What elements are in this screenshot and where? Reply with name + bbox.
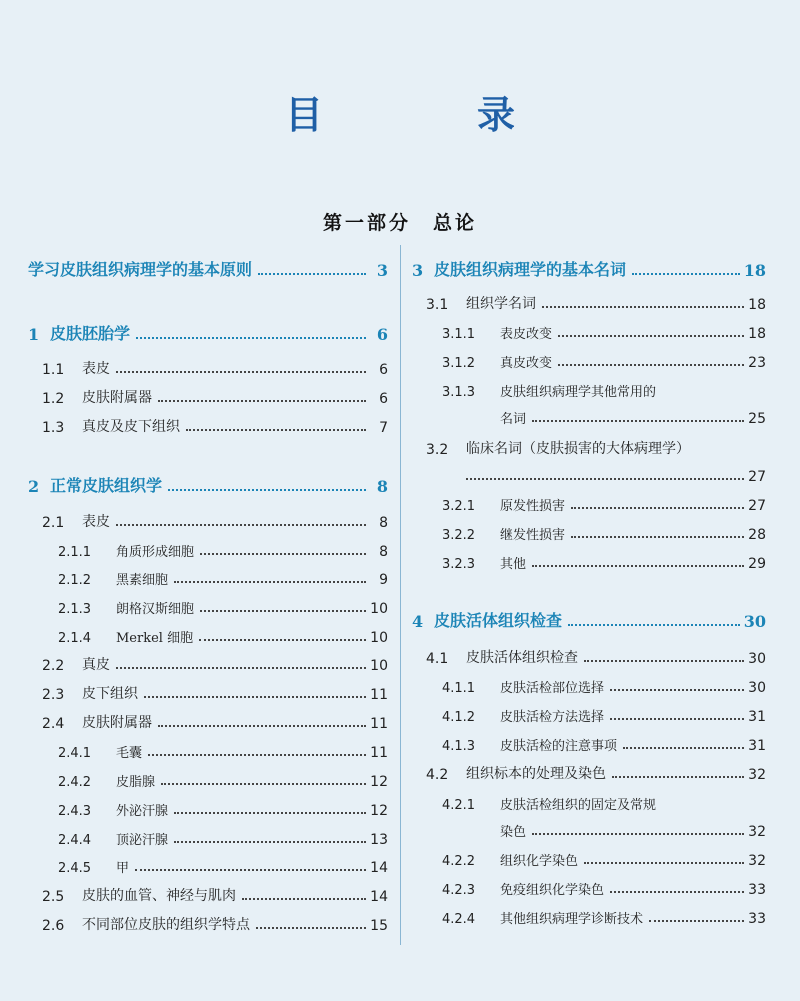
toc-entry-number: 2.3 [42, 687, 65, 703]
toc-entry-page: 33 [748, 882, 766, 898]
toc-entry-page: 6 [379, 391, 388, 407]
dot-leader [148, 754, 366, 756]
toc-entry[interactable] [412, 609, 766, 631]
toc-entry-number: 1 [28, 325, 40, 344]
toc-entry-page: 30 [748, 651, 766, 667]
toc-entry[interactable] [28, 652, 388, 674]
toc-entry-label: 免疫组织化学染色 [500, 883, 605, 898]
toc-entry-page: 9 [379, 572, 388, 588]
toc-entry-number: 2.6 [42, 918, 65, 934]
toc-entry[interactable] [412, 791, 766, 813]
toc-entry[interactable] [28, 258, 388, 280]
dot-leader [532, 565, 744, 567]
toc-entry-page: 12 [370, 774, 388, 790]
toc-entry-page: 3 [376, 261, 388, 280]
toc-entry-label: 皮肤的血管、神经与肌肉 [82, 888, 236, 904]
toc-entry[interactable] [28, 826, 388, 848]
dot-leader [584, 660, 744, 662]
toc-entry-label: 皮肤组织病理学其他常用的 [500, 385, 657, 400]
toc-entry-page: 32 [748, 767, 766, 783]
toc-entry-number: 2.4.1 [58, 746, 92, 761]
toc-entry[interactable] [28, 854, 388, 876]
toc-entry-label: 真皮及皮下组织 [82, 419, 180, 435]
toc-entry-label: 学习皮肤组织病理学的基本原则 [28, 260, 253, 279]
toc-entry-page: 8 [379, 515, 388, 531]
toc-entry-page: 12 [370, 803, 388, 819]
toc-entry-page: 11 [370, 745, 388, 761]
dot-leader [612, 776, 744, 778]
toc-entry-number: 2.4 [42, 716, 65, 732]
toc-entry-label: 临床名词（皮肤损害的大体病理学） [466, 441, 690, 457]
toc-entry[interactable] [28, 624, 388, 646]
toc-entry[interactable] [412, 905, 766, 927]
toc-entry-page: 30 [743, 612, 766, 631]
toc-entry[interactable] [412, 847, 766, 869]
toc-entry-number: 2.4.3 [58, 804, 92, 819]
dot-leader [158, 725, 366, 727]
dot-leader [610, 891, 744, 893]
dot-leader [542, 306, 744, 308]
toc-entry[interactable] [28, 356, 388, 378]
dot-leader [571, 507, 744, 509]
toc-entry-page: 25 [748, 411, 766, 427]
toc-entry-page: 33 [748, 911, 766, 927]
dot-leader [174, 812, 366, 814]
toc-entry[interactable] [412, 258, 766, 280]
toc-entry-number: 3.2.1 [442, 499, 476, 514]
part-title: 第一部分 总论 [322, 212, 477, 234]
dot-leader [623, 747, 744, 749]
toc-entry-label: 正常皮肤组织学 [50, 476, 163, 495]
toc-entry[interactable] [28, 710, 388, 732]
toc-entry-page: 27 [748, 469, 766, 485]
toc-entry-page: 11 [370, 716, 388, 732]
toc-entry-label: 皮肤附属器 [82, 390, 152, 406]
toc-entry-number: 1.2 [42, 391, 65, 407]
toc-entry-page: 10 [370, 658, 388, 674]
toc-entry-number: 1.1 [42, 362, 65, 378]
toc-entry[interactable] [412, 436, 766, 458]
toc-entry-number: 3.1 [426, 297, 449, 313]
toc-entry-page: 8 [379, 544, 388, 560]
toc-entry-label: 表皮改变 [500, 327, 553, 342]
dot-leader [649, 920, 744, 922]
toc-entry[interactable] [412, 876, 766, 898]
toc-entry[interactable] [28, 768, 388, 790]
toc-entry-label: 皮下组织 [82, 686, 138, 702]
toc-entry[interactable] [28, 566, 388, 588]
dot-leader [158, 400, 366, 402]
dot-leader [532, 833, 744, 835]
toc-entry-number: 2.1 [42, 515, 65, 531]
dot-leader [532, 420, 744, 422]
toc-entry-number: 2.5 [42, 889, 65, 905]
toc-entry[interactable] [28, 414, 388, 436]
toc-entry[interactable] [28, 681, 388, 703]
dot-leader [258, 273, 366, 275]
toc-entry-label: 甲 [116, 861, 130, 876]
toc-entry-label: 皮肤活检部位选择 [500, 681, 605, 696]
dot-leader [135, 869, 366, 871]
toc-entry-number: 3.2.3 [442, 557, 476, 572]
toc-entry-number: 4 [412, 612, 424, 631]
toc-entry-number: 2.4.4 [58, 833, 92, 848]
dot-leader [144, 696, 366, 698]
toc-entry[interactable] [28, 509, 388, 531]
toc-entry-page: 30 [748, 680, 766, 696]
toc-entry-number: 3.2 [426, 442, 449, 458]
toc-entry-number: 4.1.3 [442, 739, 476, 754]
toc-entry-label: 皮肤活检组织的固定及常规 [500, 798, 657, 813]
toc-entry-label: 皮肤附属器 [82, 715, 152, 731]
toc-entry-number: 2.1.3 [58, 602, 92, 617]
dot-leader [136, 337, 366, 339]
dot-leader [256, 927, 366, 929]
toc-entry-label: 原发性损害 [500, 499, 566, 514]
toc-entry-label: 毛囊 [116, 746, 143, 761]
toc-entry-label: 皮肤活体组织检查 [434, 611, 563, 630]
toc-entry-page: 7 [379, 420, 388, 436]
toc-entry[interactable] [28, 797, 388, 819]
toc-entry-number: 2.1.1 [58, 545, 92, 560]
toc-entry[interactable] [412, 761, 766, 783]
toc-entry[interactable] [412, 732, 766, 754]
toc-entry-page: 31 [748, 738, 766, 754]
toc-entry[interactable] [28, 912, 388, 934]
toc-entry-number: 2.4.2 [58, 775, 92, 790]
toc-entry-number: 4.1.1 [442, 681, 476, 696]
dot-leader [174, 581, 366, 583]
dot-leader [116, 371, 366, 373]
toc-entry-label: 朗格汉斯细胞 [116, 602, 195, 617]
toc-entry-number: 3.1.1 [442, 327, 476, 342]
toc-entry-number: 4.2.3 [442, 883, 476, 898]
toc-entry-page: 10 [370, 601, 388, 617]
toc-entry[interactable] [412, 674, 766, 696]
toc-entry-page: 18 [748, 326, 766, 342]
toc-entry-label: Merkel 细胞 [116, 631, 194, 646]
toc-entry[interactable] [412, 550, 766, 572]
toc-entry-label: 继发性损害 [500, 528, 566, 543]
toc-entry-label: 表皮 [82, 361, 110, 377]
toc-entry-number: 3.2.2 [442, 528, 476, 543]
dot-leader [116, 667, 366, 669]
toc-entry-number: 2 [28, 477, 40, 496]
dot-leader [610, 689, 744, 691]
column-divider [400, 245, 401, 945]
toc-entry-label: 皮肤活检的注意事项 [500, 739, 618, 754]
toc-entry-page: 8 [376, 477, 388, 496]
toc-entry-label: 其他组织病理学诊断技术 [500, 912, 644, 927]
toc-entry[interactable] [412, 463, 766, 485]
dot-leader [610, 718, 744, 720]
toc-entry-label: 角质形成细胞 [116, 545, 195, 560]
toc-entry-number: 3 [412, 261, 424, 280]
dot-leader [161, 783, 366, 785]
toc-entry-label: 真皮 [82, 657, 110, 673]
toc-entry[interactable] [412, 521, 766, 543]
dot-leader [558, 335, 744, 337]
toc-entry[interactable] [28, 385, 388, 407]
toc-entry-label: 皮肤活检方法选择 [500, 710, 605, 725]
dot-leader [186, 429, 366, 431]
toc-entry-number: 2.1.2 [58, 573, 92, 588]
toc-entry-number: 4.2.4 [442, 912, 476, 927]
toc-entry-page: 32 [748, 824, 766, 840]
toc-entry[interactable] [28, 739, 388, 761]
toc-entry-number: 3.1.2 [442, 356, 476, 371]
toc-entry-label: 其他 [500, 557, 527, 572]
toc-entry-label: 真皮改变 [500, 356, 553, 371]
toc-entry-page: 6 [379, 362, 388, 378]
toc-entry-label: 皮肤胚胎学 [50, 324, 131, 343]
toc-entry-label: 组织化学染色 [500, 854, 579, 869]
dot-leader [174, 841, 366, 843]
page-title: 目 录 [284, 93, 573, 137]
toc-entry-page: 27 [748, 498, 766, 514]
dot-leader [632, 273, 740, 275]
dot-leader [558, 364, 744, 366]
toc-entry[interactable] [28, 322, 388, 344]
toc-entry[interactable] [412, 291, 766, 313]
toc-entry[interactable] [28, 538, 388, 560]
toc-entry-label: 名词 [500, 412, 527, 427]
dot-leader [571, 536, 744, 538]
toc-entry-number: 4.2.2 [442, 854, 476, 869]
dot-leader [200, 610, 366, 612]
toc-entry-page: 6 [376, 325, 388, 344]
toc-entry-label: 组织标本的处理及染色 [466, 766, 606, 782]
toc-entry-label: 黑素细胞 [116, 573, 169, 588]
toc-entry[interactable] [28, 883, 388, 905]
toc-entry[interactable] [412, 405, 766, 427]
dot-leader [584, 862, 744, 864]
toc-entry-number: 3.1.3 [442, 385, 476, 400]
toc-entry[interactable] [412, 645, 766, 667]
toc-entry-page: 28 [748, 527, 766, 543]
toc-entry[interactable] [412, 703, 766, 725]
dot-leader [199, 639, 366, 641]
toc-entry-number: 4.2 [426, 767, 449, 783]
dot-leader [568, 624, 740, 626]
toc-entry-label: 组织学名词 [466, 296, 536, 312]
dot-leader [116, 524, 366, 526]
dot-leader [168, 489, 366, 491]
toc-entry-number: 4.1.2 [442, 710, 476, 725]
toc-entry-page: 15 [370, 918, 388, 934]
toc-entry[interactable] [28, 474, 388, 496]
toc-entry[interactable] [412, 818, 766, 840]
toc-entry-page: 11 [370, 687, 388, 703]
toc-entry[interactable] [412, 378, 766, 400]
toc-entry-number: 4.1 [426, 651, 449, 667]
toc-entry-page: 32 [748, 853, 766, 869]
toc-entry-page: 10 [370, 630, 388, 646]
toc-entry-label: 不同部位皮肤的组织学特点 [82, 917, 250, 933]
toc-entry-label: 外泌汗腺 [116, 804, 169, 819]
toc-entry-label: 皮肤活体组织检查 [466, 650, 578, 666]
toc-entry-page: 14 [370, 860, 388, 876]
toc-entry-page: 31 [748, 709, 766, 725]
toc-entry-page: 18 [743, 261, 766, 280]
toc-entry-label: 皮脂腺 [116, 775, 156, 790]
dot-leader [200, 553, 366, 555]
toc-entry-number: 1.3 [42, 420, 65, 436]
toc-entry-label: 皮肤组织病理学的基本名词 [434, 260, 627, 279]
toc-entry-page: 23 [748, 355, 766, 371]
toc-entry[interactable] [412, 320, 766, 342]
toc-entry[interactable] [28, 595, 388, 617]
toc-entry-page: 13 [370, 832, 388, 848]
toc-entry-number: 2.2 [42, 658, 65, 674]
dot-leader [242, 898, 366, 900]
toc-entry-page: 29 [748, 556, 766, 572]
toc-entry-label: 染色 [500, 825, 527, 840]
toc-entry-page: 14 [370, 889, 388, 905]
dot-leader [466, 478, 744, 480]
toc-entry-page: 18 [748, 297, 766, 313]
toc-entry-number: 4.2.1 [442, 798, 476, 813]
toc-entry-label: 表皮 [82, 514, 110, 530]
toc-entry[interactable] [412, 492, 766, 514]
toc-entry-number: 2.4.5 [58, 861, 92, 876]
toc-entry-label: 顶泌汗腺 [116, 833, 169, 848]
toc-entry[interactable] [412, 349, 766, 371]
toc-entry-number: 2.1.4 [58, 631, 92, 646]
